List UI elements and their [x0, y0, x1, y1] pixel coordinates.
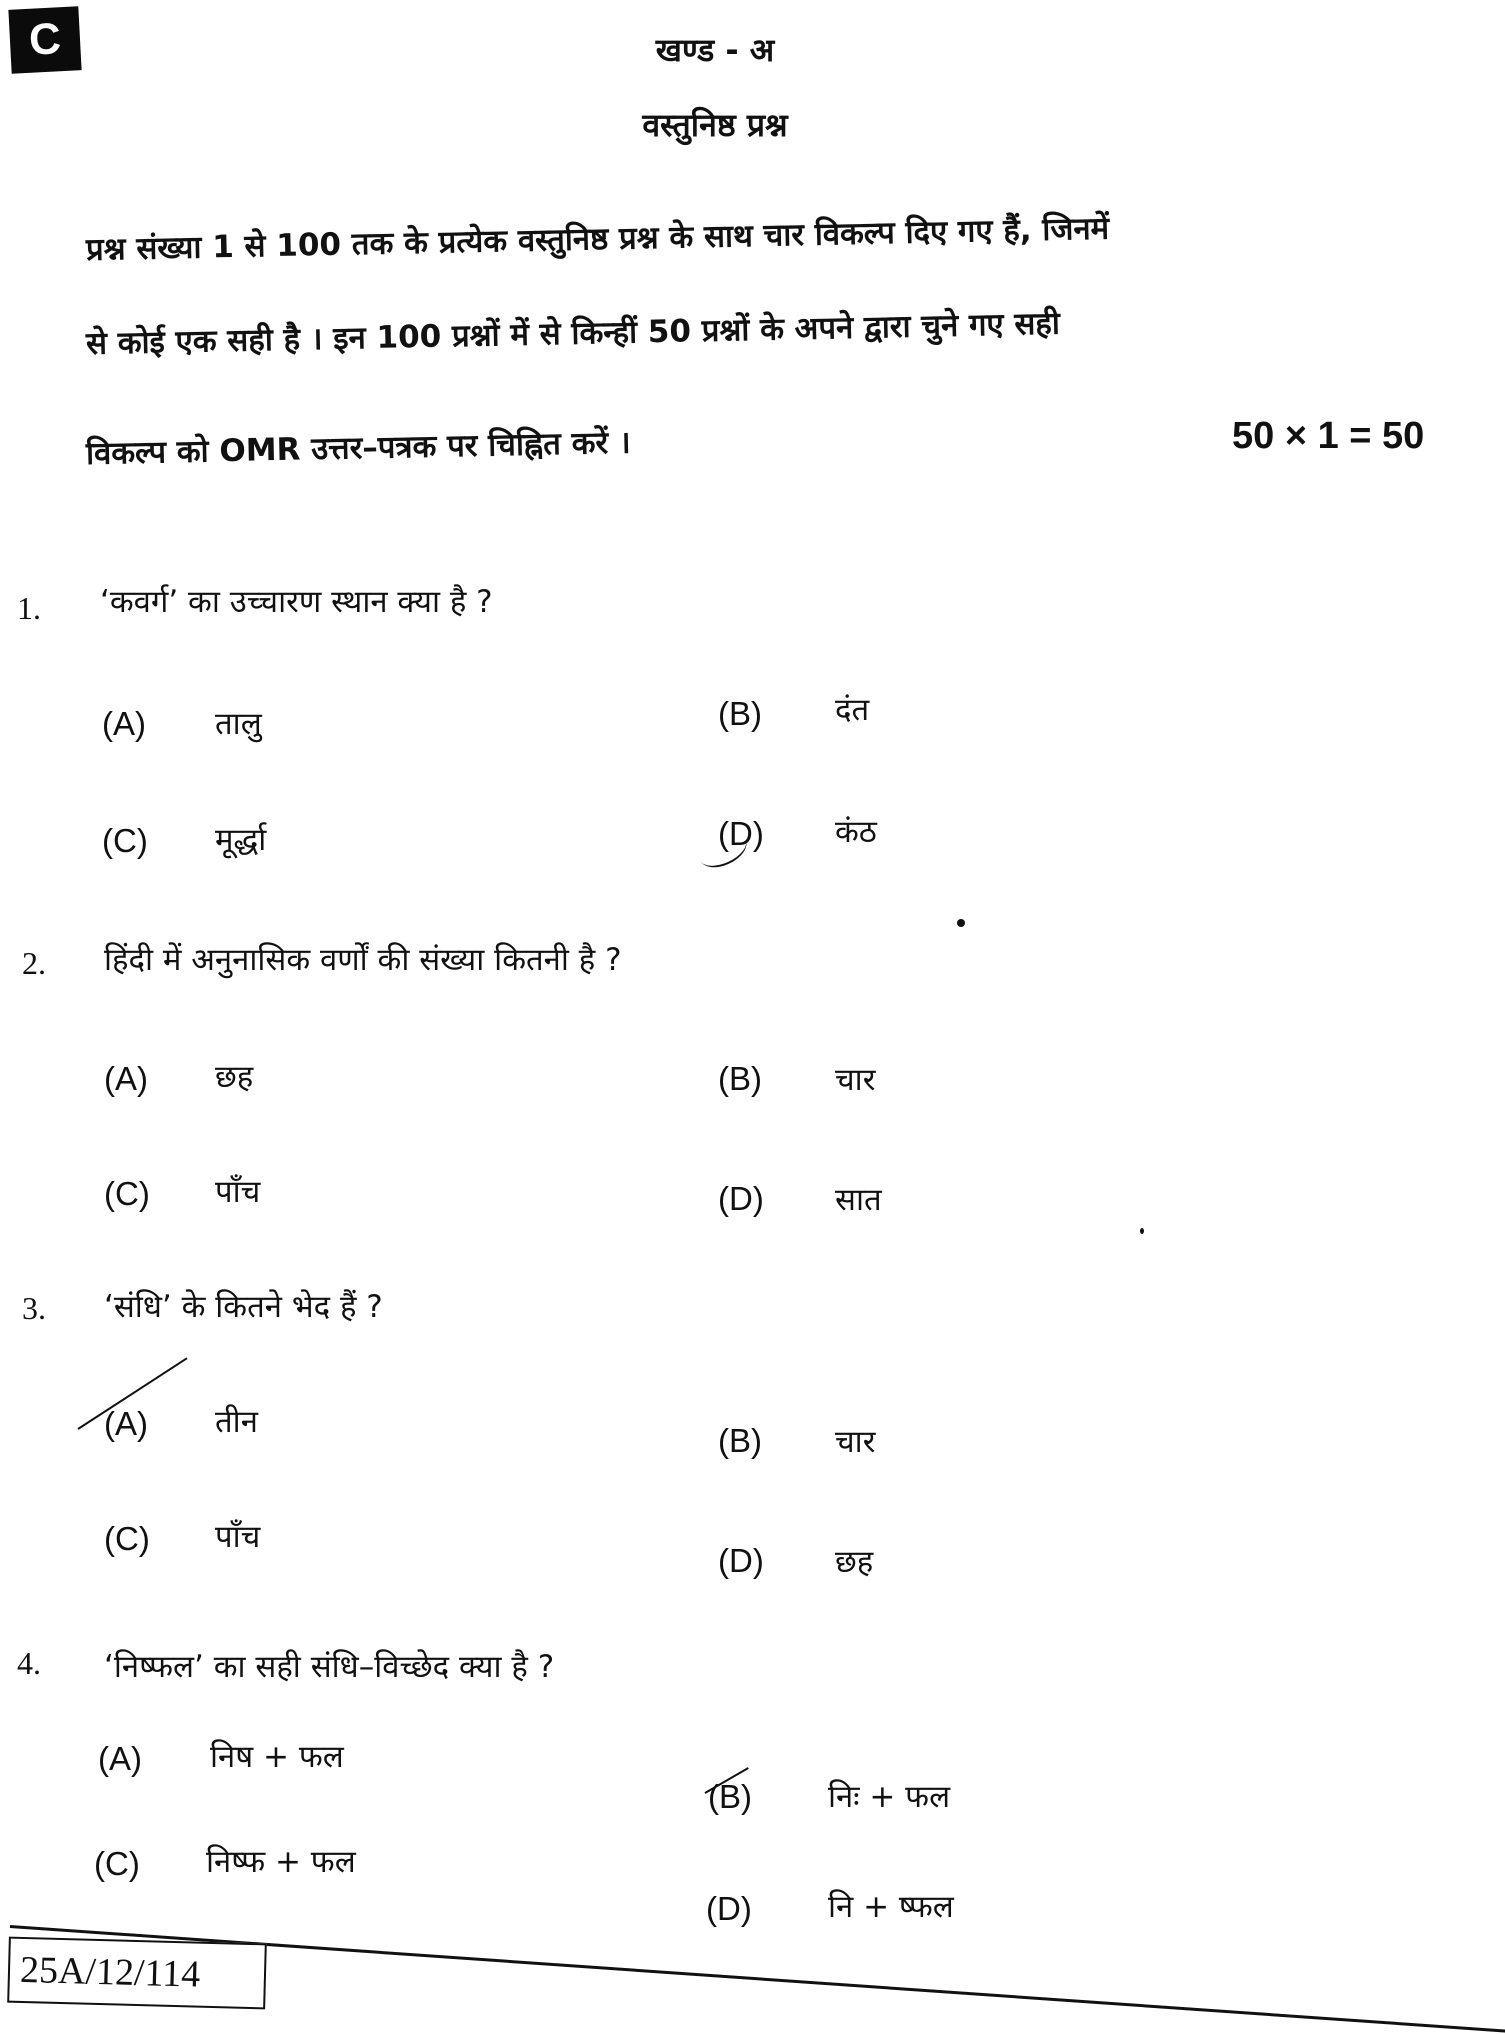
- question-number: 2.: [22, 945, 46, 981]
- question-number: 3.: [22, 1290, 46, 1326]
- instructions-line-3: विकल्प को OMR उत्तर–पत्रक पर चिह्नित करें ।: [85, 424, 632, 472]
- paper-code-box: [7, 1937, 267, 2010]
- option-d-text[interactable]: नि + ष्फल: [828, 1889, 954, 1925]
- option-b-text[interactable]: निः + फल: [828, 1779, 951, 1815]
- option-d-label[interactable]: (D): [718, 1542, 764, 1579]
- question-text: ‘संधि’ के कितने भेद हैं ?: [104, 1289, 383, 1325]
- instructions-line-1: प्रश्न संख्या 1 से 100 तक के प्रत्येक वस्तुनिष्ठ प्रश्न के साथ चार विकल्प दिए गए हैं, जिनमें: [85, 210, 1110, 268]
- option-c-text[interactable]: मूर्द्धा: [215, 822, 267, 858]
- option-d-text[interactable]: सात: [835, 1182, 882, 1218]
- option-c-text[interactable]: निष्फ + फल: [206, 1844, 356, 1880]
- option-a-label[interactable]: (A): [98, 1740, 142, 1777]
- paper-code: 25A/12/114: [19, 1948, 201, 1996]
- option-c-text[interactable]: पाँच: [215, 1174, 261, 1210]
- paper-set-letter: C: [27, 14, 63, 65]
- option-d-text[interactable]: कंठ: [835, 814, 877, 850]
- option-b-label[interactable]: (B): [718, 1422, 762, 1459]
- option-a-label[interactable]: (A): [102, 705, 146, 742]
- option-b-text[interactable]: चार: [835, 1062, 876, 1098]
- question-text: ‘कवर्ग’ का उच्चारण स्थान क्या है ?: [100, 584, 493, 620]
- option-c-label[interactable]: (C): [94, 1845, 140, 1882]
- question-text: ‘निष्फल’ का सही संधि–विच्छेद क्या है ?: [104, 1649, 555, 1685]
- instructions-line-2: से कोई एक सही है । इन 100 प्रश्नों में से किन्हीं 50 प्रश्नों के अपने द्वारा चुने गए सही: [85, 305, 1061, 362]
- option-a-label[interactable]: (A): [104, 1405, 148, 1442]
- question-number: 4.: [17, 1645, 41, 1681]
- option-a-text[interactable]: तीन: [215, 1404, 258, 1440]
- option-d-label[interactable]: (D): [718, 1180, 764, 1217]
- section-heading: खण्ड - अ: [655, 31, 775, 69]
- marks-distribution: 50 × 1 = 50: [1232, 415, 1425, 457]
- ink-speck: [1140, 1228, 1144, 1234]
- option-b-text[interactable]: चार: [835, 1424, 876, 1460]
- option-c-text[interactable]: पाँच: [215, 1519, 261, 1555]
- option-a-label[interactable]: (A): [104, 1060, 148, 1097]
- option-a-text[interactable]: निष + फल: [210, 1739, 344, 1775]
- section-subtitle: वस्तुनिष्ठ प्रश्न: [642, 106, 788, 144]
- question-number: 1.: [17, 590, 41, 626]
- option-c-label[interactable]: (C): [104, 1520, 150, 1557]
- option-c-label[interactable]: (C): [104, 1175, 150, 1212]
- ink-dot: [957, 919, 965, 927]
- option-b-label[interactable]: (B): [718, 1060, 762, 1097]
- option-c-label[interactable]: (C): [102, 822, 148, 859]
- option-a-text[interactable]: छह: [215, 1059, 254, 1095]
- option-b-label[interactable]: (B): [708, 1778, 752, 1815]
- option-a-text[interactable]: तालु: [215, 706, 262, 742]
- option-d-label[interactable]: (D): [706, 1890, 752, 1927]
- option-b-label[interactable]: (B): [718, 695, 762, 732]
- option-d-label[interactable]: (D): [718, 815, 764, 852]
- question-text: हिंदी में अनुनासिक वर्णों की संख्या कितनी है ?: [104, 942, 622, 978]
- option-b-text[interactable]: दंत: [835, 692, 870, 728]
- option-d-text[interactable]: छह: [835, 1544, 874, 1580]
